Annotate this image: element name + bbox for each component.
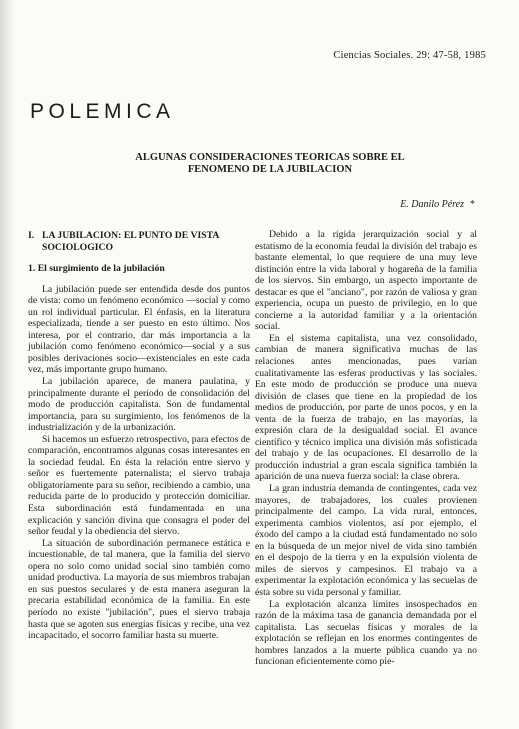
journal-reference: Ciencias Sociales. 29: 47-58, 1985 [333,50,486,61]
body-paragraph: La explotación alcanza límites insospechados en razón de la máxima tasa de ganancia demandada por el capitalista. Las secuelas físicas y morales de la explotación se reflejan en los enormes contingentes de hombres lanzados a la muerte pública cuando ya no funcionan eficientemente como pie- [255,598,477,668]
body-paragraph: Si hacemos un esfuerzo retrospectivo, para efectos de comparación, encontramos algunas cosas interesantes en la sociedad feudal. En ésta la relación entre siervo y señor es fuertemente paternalista; el siervo trabaja obligatoriamente para su señor, recibiendo a cambio, una reducida parte de lo producido y protección domiciliar. Esta subordinación está fundamentada en una explicación y sanción divina que consagra el poder del señor feudal y la obediencia del siervo. [28,433,250,538]
article-title-line-2: FENOMENO DE LA JUBILACION [187,164,353,175]
article-title-line-1: ALGUNAS CONSIDERACIONES TEORICAS SOBRE EL [135,152,405,163]
body-paragraph: Debido a la rígida jerarquización social y al estatismo de la economía feudal la división del trabajo es bastante elemental, lo que requiere de una muy leve distinción entre la vida laboral y hogareña de la familia de los siervos. Sin embargo, un aspecto importante de destacar es que el "anciano", por razón de valiosa y gran experiencia, ocupa un puesto de privilegio, en lo que concierne a la autoridad familiar y a la orientación social. [255,229,477,333]
author-byline [400,199,475,210]
section-heading-number: I. [28,230,35,241]
body-paragraph: La situación de subordinación permanece estática e incuestionable, de tal manera, que la familia del siervo opera no solo como unidad social sino también como unidad productiva. La mayoría de sus miembros trabajan en sus puestos seculares y de esta manera aseguran la precaria estabilidad económica de la familia. En este período no existe "jubilación", pues el siervo trabaja hasta que se agoten sus energías físicas y recibe, una vez incapacitado, el socorro familiar hasta su muerte. [28,537,250,642]
body-paragraph: La gran industria demanda de contingentes, cada vez mayores, de trabajadores, los cuales provienen principalmente del campo. La vida rural, entonces, experimenta cambios violentos, así por ejemplo, el éxodo del campo a la ciudad está fundamentado no solo en la búsqueda de un mejor nivel de vida sino también en el despojo de la tierra y en la expulsión violenta de miles de siervos y campesinos. El trabajo va a experimentar la explotación económica y las secuelas de ésta sobre su vida personal y familiar. [255,483,477,598]
body-paragraph: En el sistema capitalista, una vez consolidado, cambian de manera significativa muchas de las relaciones antes mencionadas, pues varían cualitativamente las esferas productivas y las sociales. En este modo de producción se produce una nueva división de clases que tiene en la propiedad de los medios de producción, por parte de unos pocos, y en la venta de la fuerza de trabajo, en las mayorías, la expresión clara de la desigualdad social. El avance científico y técnico implica una división más sofisticada del trabajo y de las ocupaciones. El desarrollo de la producción industrial a gran escala significa también la aparición de una nueva fuerza social: la clase obrera. [255,332,477,483]
author-name: E. Danilo Pérez [400,199,464,210]
body-paragraph: La jubilación aparece, de manera paulatina, y principalmente durante el período de consolidación del modo de producción capitalista. Son de fundamental importancia, para su surgimiento, los fenómenos de la industrialización y de la urbanización. [28,376,250,434]
author-footnote-mark: * [470,199,475,210]
left-column [28,230,250,642]
article-title [70,152,470,176]
subsection-heading: 1. El surgimiento de la jubilación [28,263,165,275]
body-paragraph: La jubilación puede ser entendida desde dos puntos de vista: como un fenómeno económico —social y como un rol individual particular. El énfasis, en la literatura especializada, tiende a ser puesto en esto último. Nos interesa, por el contrario, dar más importancia a la jubilación como fenómeno económico—social y a sus posibles derivaciones socio—existenciales en este cada vez, más importante grupo humano. [28,283,250,376]
binding-shadow [0,0,16,729]
section-heading [28,230,250,253]
section-title: POLEMICA [30,100,175,124]
section-heading-text: LA JUBILACION: EL PUNTO DE VISTA SOCIOLOGICO [42,230,219,253]
right-column [255,229,477,668]
